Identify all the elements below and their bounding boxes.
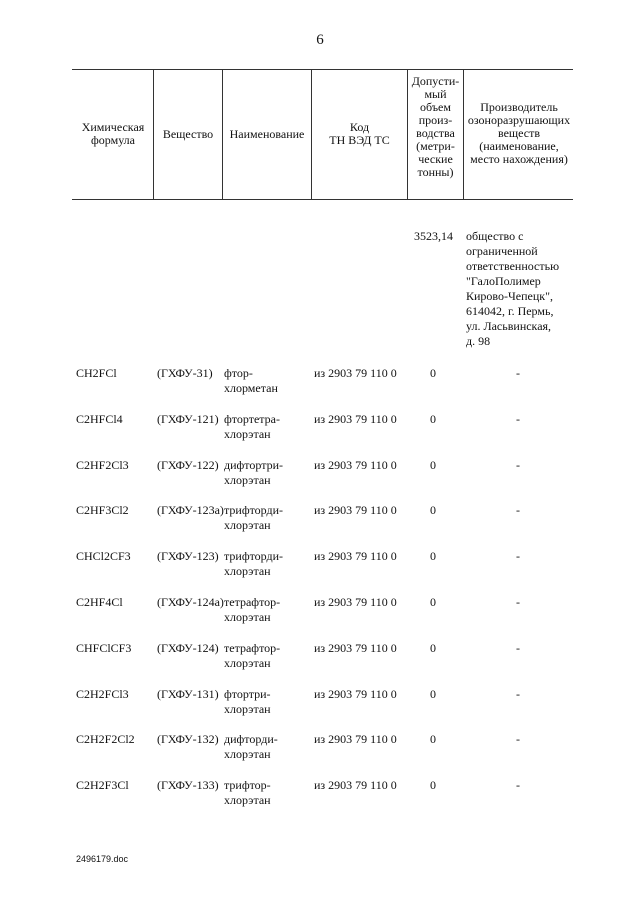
- cell-code: из 2903 79 110 0: [314, 366, 397, 380]
- cell-producer: -: [516, 366, 520, 380]
- cell-producer: -: [516, 641, 520, 655]
- cell-producer: -: [516, 458, 520, 472]
- cell-name: тетрафтор- хлорэтан: [224, 641, 281, 670]
- cell-substance: (ГХФУ-31): [157, 366, 213, 380]
- document-filename: 2496179.doc: [76, 854, 129, 864]
- cell-volume: 0: [430, 458, 436, 472]
- cell-volume: 0: [430, 412, 436, 426]
- cell-volume: 0: [430, 687, 436, 701]
- cell-code: из 2903 79 110 0: [314, 412, 397, 426]
- header-substance: Вещество: [162, 127, 214, 141]
- cell-volume: 0: [430, 732, 436, 746]
- cell-substance: (ГХФУ-121): [157, 412, 219, 426]
- cell-substance: (ГХФУ-124а): [157, 595, 224, 609]
- cell-name: трифтор- хлорэтан: [224, 778, 271, 807]
- cell-code: из 2903 79 110 0: [314, 503, 397, 517]
- cell-code: из 2903 79 110 0: [314, 595, 397, 609]
- cell-name: дифтортри- хлорэтан: [224, 458, 284, 487]
- cell-substance: (ГХФУ-123): [157, 549, 219, 563]
- cell-formula: CHCl2CF3: [76, 549, 131, 563]
- cell-formula: C2H2F2Cl2: [76, 732, 135, 746]
- cell-producer: -: [516, 732, 520, 746]
- cell-producer: -: [516, 595, 520, 609]
- cell-name: тетрафтор- хлорэтан: [224, 595, 281, 624]
- cell-name: фтортетра- хлорэтан: [224, 412, 280, 441]
- cell-code: из 2903 79 110 0: [314, 778, 397, 792]
- cell-code: из 2903 79 110 0: [314, 641, 397, 655]
- cell-code: из 2903 79 110 0: [314, 549, 397, 563]
- page-number: 6: [316, 32, 324, 48]
- cell-formula: C2HF3Cl2: [76, 503, 129, 517]
- cell-code: из 2903 79 110 0: [314, 732, 397, 746]
- cell-formula: C2HF4Cl: [76, 595, 123, 609]
- cell-name: трифторди- хлорэтан: [224, 549, 284, 578]
- cell-formula: C2HFCl4: [76, 412, 123, 426]
- cell-formula: CH2FCl: [76, 366, 117, 380]
- header-formula: Химическая формула: [81, 120, 145, 147]
- cell-name: фтортри- хлорэтан: [224, 687, 271, 716]
- header-volume: Допусти- мый объем произ- водства (метри- ческие тонны): [411, 74, 460, 179]
- cell-code: из 2903 79 110 0: [314, 458, 397, 472]
- cell-substance: (ГХФУ-123а): [157, 503, 224, 517]
- cell-formula: CHFClCF3: [76, 641, 132, 655]
- cell-substance: (ГХФУ-124): [157, 641, 219, 655]
- cell-name: дифторди- хлорэтан: [224, 732, 278, 761]
- header-name: Наименование: [229, 127, 305, 141]
- cell-formula: C2H2FCl3: [76, 687, 129, 701]
- header-producer: Производитель озоноразрушающих веществ (наименование, место нахождения): [467, 100, 571, 166]
- continuation-producer: общество с ограниченной ответственностью "ГалоПолимер Кирово-Чепецк", 614042, г. Пермь, ул. Ласьвинская, д. 98: [466, 229, 560, 348]
- cell-code: из 2903 79 110 0: [314, 687, 397, 701]
- cell-volume: 0: [430, 503, 436, 517]
- cell-producer: -: [516, 503, 520, 517]
- continuation-volume: 3523,14: [414, 229, 453, 243]
- cell-formula: C2HF2Cl3: [76, 458, 129, 472]
- table-header-bottom-rule: [72, 199, 573, 200]
- cell-formula: C2H2F3Cl: [76, 778, 129, 792]
- cell-producer: -: [516, 687, 520, 701]
- cell-volume: 0: [430, 366, 436, 380]
- cell-name: фтор- хлорметан: [224, 366, 278, 395]
- cell-name: трифторди- хлорэтан: [224, 503, 284, 532]
- cell-substance: (ГХФУ-133): [157, 778, 219, 792]
- cell-substance: (ГХФУ-131): [157, 687, 219, 701]
- cell-volume: 0: [430, 595, 436, 609]
- table-top-rule: [72, 69, 573, 70]
- cell-producer: -: [516, 412, 520, 426]
- cell-volume: 0: [430, 549, 436, 563]
- cell-producer: -: [516, 549, 520, 563]
- cell-volume: 0: [430, 778, 436, 792]
- header-code: Код ТН ВЭД ТС: [329, 120, 390, 147]
- cell-substance: (ГХФУ-132): [157, 732, 219, 746]
- cell-producer: -: [516, 778, 520, 792]
- cell-substance: (ГХФУ-122): [157, 458, 219, 472]
- cell-volume: 0: [430, 641, 436, 655]
